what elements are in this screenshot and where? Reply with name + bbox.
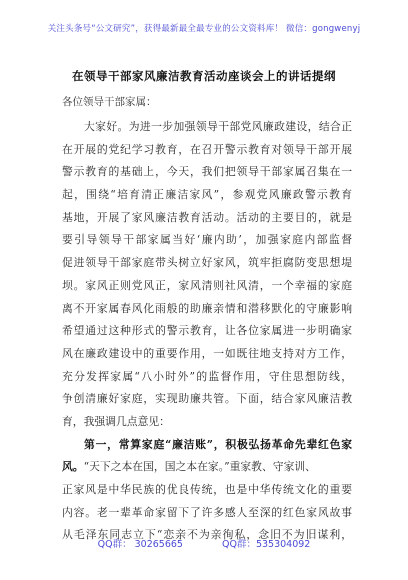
section-heading-continuation <box>62 456 352 479</box>
body-line: 从毛泽东同志立下“恋亲不为亲徇私，念旧不为旧谋利， <box>62 528 352 542</box>
qq-group-2: QQ群：535304092 <box>222 539 311 550</box>
qq-group-1: QQ群： 30265665 <box>97 539 183 550</box>
body-line: 警示教育的基础上，今天，我们把领导干部家属召集在一 <box>62 165 352 179</box>
body-line: 内容。老一辈革命家留下了许多感人至深的红色家风故事 <box>62 505 352 519</box>
body-line: 大家好。为进一步加强领导干部党风廉政建设，结合正 <box>84 120 352 133</box>
salutation: 各位领导干部家属： <box>62 96 157 108</box>
body-line: 正家风是中华民族的优良传统，也是中华传统文化的重要 <box>62 483 352 496</box>
body-line: 起，围绕“培育清正廉洁家风”，参观党风廉政警示教育 <box>62 188 352 202</box>
top-banner: 关注头条号“公文研究”，获得最新最全最专业的公文资料库！ 微信：gongwenyj <box>47 24 361 34</box>
body-line: 离不开家属春风化雨般的助廉亲情和潜移默化的守廉影响 <box>62 301 352 315</box>
body-line: 充分发挥家属“八小时外”的监督作用，守住思想防线， <box>62 369 352 383</box>
body-line: 在开展的党纪学习教育，在召开警示教育对领导干部开展 <box>62 142 352 156</box>
section-heading: 第一，常算家庭“廉洁账”，积极弘扬革命先辈红色家 <box>84 437 352 451</box>
section-heading-end: 风。 <box>62 460 84 474</box>
body-line: 风在廉政建设中的重要作用，一如既往地支持对方工作， <box>62 346 352 360</box>
footer-contact <box>0 536 408 550</box>
body-line: 争创清廉好家庭，实现助廉共管。下面，结合家风廉洁教 <box>62 392 352 406</box>
body-line: 希望通过这种形式的警示教育，让各位家属进一步明确家 <box>62 324 352 338</box>
body-line: 要引导领导干部家属当好‘廉内助’，加强家庭内部监督 <box>62 233 352 247</box>
body-line: 坝。家风正则党风正，家风清则社风清，一个幸福的家庭 <box>62 278 352 292</box>
document-title: 在领导干部家风廉洁教育活动座谈会上的讲话提纲 <box>72 69 336 83</box>
body-line: 基地，开展了家风廉洁教育活动。活动的主要目的，就是 <box>62 210 352 224</box>
section-first-line: “天下之本在国，国之本在家。”重家教、守家训、 <box>83 460 316 474</box>
body-line: 促进领导干部家庭带头树立好家风，筑牢拒腐防变思想堤 <box>62 256 352 270</box>
document-body <box>62 116 352 547</box>
body-line: 育，我强调几点意见： <box>62 414 170 428</box>
